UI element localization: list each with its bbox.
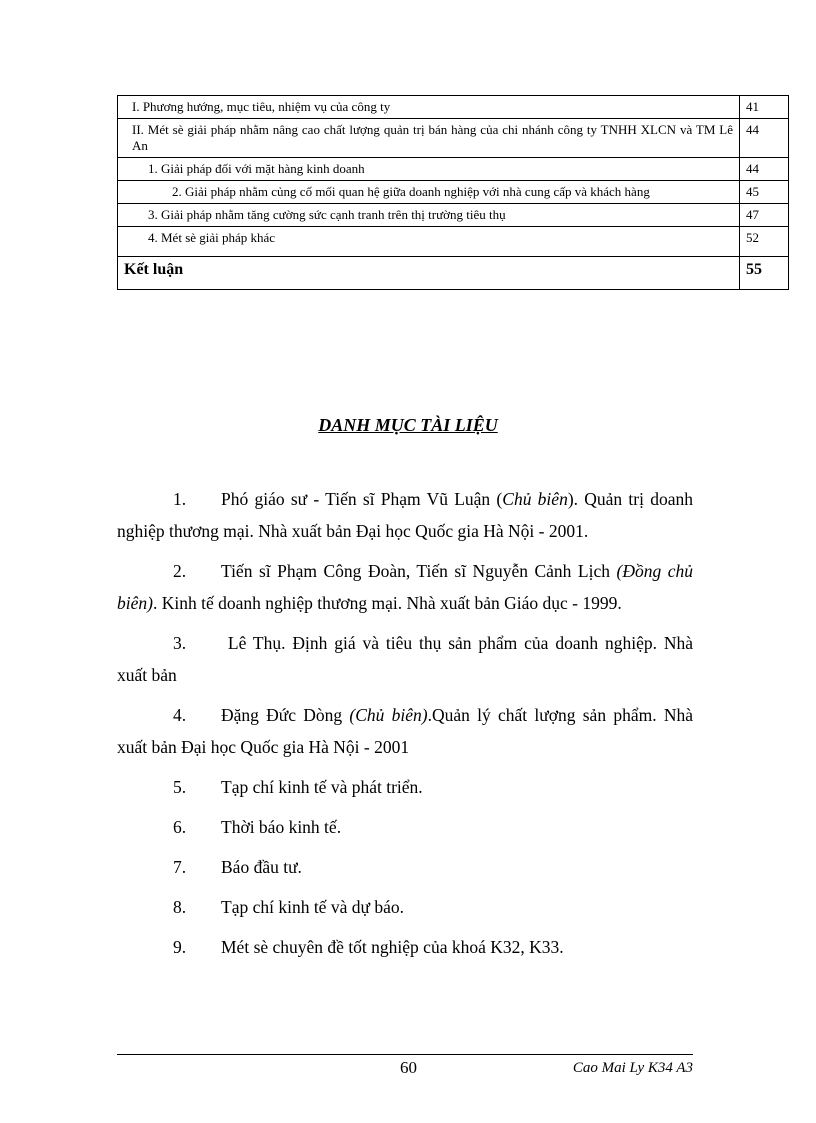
toc-conclusion-label: Kết luận xyxy=(118,257,740,290)
reference-italic: (Chủ biên) xyxy=(349,705,428,725)
footer-author: Cao Mai Ly K34 A3 xyxy=(572,1060,693,1076)
reference-italic: Chủ biên xyxy=(502,489,568,509)
toc-page: 52 xyxy=(740,227,789,257)
reference-text: Phó giáo sư - Tiến sĩ Phạm Vũ Luận ( xyxy=(221,489,503,509)
reference-text: .Quản lý chất lượng sản phẩm. Nhà xuất bản Đại học Quốc gia Hà Nội - 2001 xyxy=(117,705,693,757)
page-number: 60 xyxy=(400,1058,417,1077)
reference-item xyxy=(117,771,693,803)
reference-number: 2. xyxy=(173,561,187,581)
toc-row xyxy=(118,227,789,257)
reference-number: 6. xyxy=(173,817,187,837)
toc-label: 2. Giải pháp nhằm củng cố mối quan hệ giữa doanh nghiệp với nhà cung cấp và khách hàng xyxy=(118,181,740,204)
reference-text: Tiến sĩ Phạm Công Đoàn, Tiến sĩ Nguyễn Cảnh Lịch xyxy=(221,561,617,581)
toc-page: 41 xyxy=(740,96,789,119)
toc-row xyxy=(118,204,789,227)
reference-text: Đặng Đức Dòng xyxy=(221,705,350,725)
toc-label: 4. Mét sè giải pháp khác xyxy=(118,227,740,257)
reference-item xyxy=(117,555,693,619)
reference-text: Thời báo kinh tế. xyxy=(221,817,342,837)
reference-number: 4. xyxy=(173,705,187,725)
reference-text: Lê Thụ. Định giá và tiêu thụ sản phẩm của doanh nghiệp. Nhà xuất bản xyxy=(117,633,693,685)
toc-label: 3. Giải pháp nhằm tăng cường sức cạnh tranh trên thị trường tiêu thụ xyxy=(118,204,740,227)
reference-number: 8. xyxy=(173,897,187,917)
references-heading: DANH MỤC TÀI LIỆU xyxy=(318,415,498,435)
reference-text: . Kinh tế doanh nghiệp thương mại. Nhà xuất bản Giáo dục - 1999. xyxy=(152,593,622,613)
reference-item xyxy=(117,699,693,763)
toc-row xyxy=(118,181,789,204)
footer-divider xyxy=(117,1054,693,1055)
reference-italic: (Đồng chủ biên) xyxy=(117,561,694,613)
toc-row xyxy=(118,96,789,119)
reference-text: Tạp chí kinh tế và dự báo. xyxy=(221,897,404,917)
toc-page: 47 xyxy=(740,204,789,227)
toc-page: 44 xyxy=(740,119,789,158)
toc-row xyxy=(118,158,789,181)
reference-item xyxy=(117,811,693,843)
toc-page: 45 xyxy=(740,181,789,204)
table-of-contents xyxy=(117,95,789,290)
reference-number: 3. xyxy=(173,633,187,653)
reference-text: Báo đầu tư. xyxy=(221,857,302,877)
reference-number: 1. xyxy=(173,489,187,509)
reference-item xyxy=(117,483,693,547)
reference-number: 7. xyxy=(173,857,187,877)
reference-list xyxy=(117,483,693,963)
reference-text: ). Quản trị doanh nghiệp thương mại. Nhà xuất bản Đại học Quốc gia Hà Nội - 2001. xyxy=(117,489,694,541)
reference-item xyxy=(117,851,693,883)
toc-label: II. Mét sè giải pháp nhằm nâng cao chất lượng quản trị bán hàng của chi nhánh công ty TNHH XLCN và TM Lê An xyxy=(118,119,740,158)
reference-text: Tạp chí kinh tế và phát triển. xyxy=(221,777,423,797)
toc-label: I. Phương hướng, mục tiêu, nhiệm vụ của công ty xyxy=(118,96,740,119)
reference-item xyxy=(117,931,693,963)
toc-label: 1. Giải pháp đối với mặt hàng kinh doanh xyxy=(118,158,740,181)
reference-item xyxy=(117,627,693,691)
toc-row xyxy=(118,119,789,158)
toc-conclusion-page: 55 xyxy=(740,257,789,290)
toc-page: 44 xyxy=(740,158,789,181)
reference-item xyxy=(117,891,693,923)
reference-number: 5. xyxy=(173,777,187,797)
reference-number: 9. xyxy=(173,937,187,957)
toc-conclusion-row xyxy=(118,257,789,290)
reference-text: Mét sè chuyên đề tốt nghiệp của khoá K32, K33. xyxy=(221,937,564,957)
